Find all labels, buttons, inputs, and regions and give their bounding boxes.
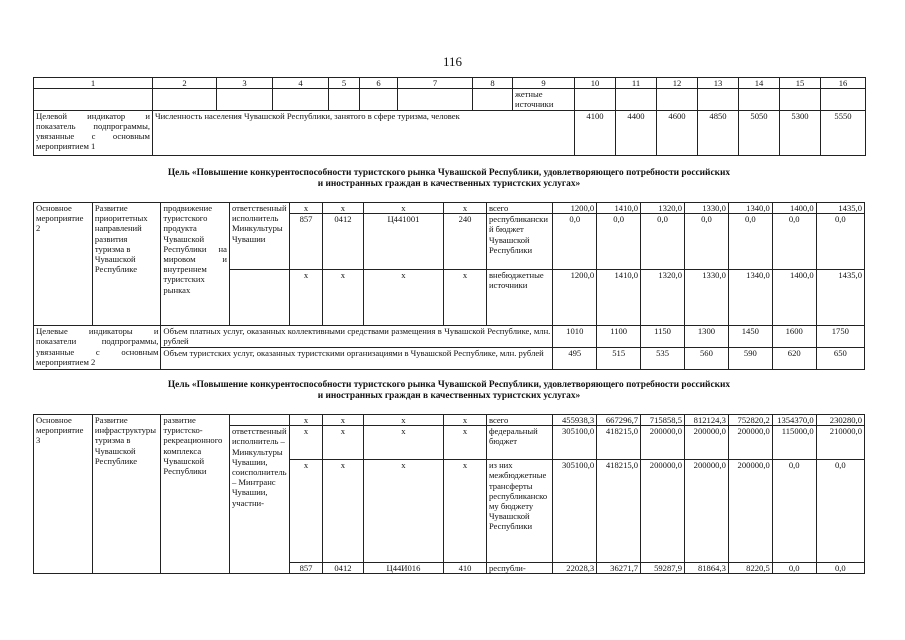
code-cell: x [363, 460, 443, 563]
value-cell: 1200,0 [553, 203, 597, 214]
code-cell: x [323, 426, 364, 460]
value-cell: 0,0 [728, 214, 772, 270]
code-cell: x [444, 460, 487, 563]
event-goal: развитие туристско-рекреационного комплекса Чувашской Республики [161, 415, 230, 574]
code-cell: 0412 [323, 214, 364, 270]
value-cell: 200000,0 [728, 426, 772, 460]
value-cell: 715858,5 [641, 415, 685, 426]
value-cell: 1435,0 [816, 270, 864, 326]
source-cell: республи- [486, 563, 552, 574]
value-cell: 752820,2 [728, 415, 772, 426]
value-cell: 5550 [821, 110, 866, 155]
event-title: Развитие инфраструктуры туризма в Чувашской Республике [92, 415, 161, 574]
header-cell: 6 [360, 78, 398, 89]
header-cell: 16 [821, 78, 866, 89]
value-cell: 200000,0 [641, 426, 685, 460]
value-cell: 5300 [780, 110, 821, 155]
value-cell: 200000,0 [685, 426, 729, 460]
value-cell: 1435,0 [816, 203, 864, 214]
value-cell: 1410,0 [597, 203, 641, 214]
code-cell: x [289, 415, 322, 426]
code-cell: x [289, 460, 322, 563]
event-name: Основное мероприятие 2 [34, 203, 93, 326]
code-cell: x [363, 203, 443, 214]
value-cell: 0,0 [816, 214, 864, 270]
event-executor: ответственный исполнитель – Минкультуры Чувашии, соисполнитель – Минтранс Чувашии, участни- [229, 426, 289, 574]
code-cell: x [363, 426, 443, 460]
value-cell: 1340,0 [728, 270, 772, 326]
value-cell: 0,0 [597, 214, 641, 270]
value-cell: 115000,0 [772, 426, 816, 460]
code-cell: Ц441001 [363, 214, 443, 270]
value-cell: 4850 [698, 110, 739, 155]
header-cell: 4 [273, 78, 329, 89]
page-number: 116 [442, 54, 463, 69]
value-cell: 5050 [739, 110, 780, 155]
goal-heading-1: Цель «Повышение конкурентоспособности туристского рынка Чувашской Республики, удовлетворяющего потребности российских и иностранных граждан в качественных туристских услугах» [167, 168, 731, 189]
value-cell: 1010 [553, 326, 597, 348]
code-cell: x [323, 203, 364, 214]
value-cell: 1750 [816, 326, 864, 348]
event-goal: продвижение туристского продукта Чувашской Республики на мировом и внутреннем туристских рынках [161, 203, 230, 326]
header-cell: 8 [473, 78, 513, 89]
value-cell: 1400,0 [772, 203, 816, 214]
header-cell: 1 [34, 78, 153, 89]
source-cell: внебюджетные источники [486, 270, 552, 326]
code-cell: 240 [444, 214, 487, 270]
header-cell: 11 [616, 78, 657, 89]
header-cell: 9 [513, 78, 575, 89]
value-cell: 1320,0 [641, 203, 685, 214]
value-cell: 1100 [597, 326, 641, 348]
event2-table [33, 202, 865, 370]
value-cell: 535 [641, 348, 685, 370]
value-cell: 0,0 [772, 563, 816, 574]
indicator-text: Численность населения Чувашской Республики, занятого в сфере туризма, человек [153, 110, 575, 155]
value-cell: 1300 [685, 326, 729, 348]
code-cell: x [323, 270, 364, 326]
value-cell: 230280,0 [816, 415, 864, 426]
value-cell: 495 [553, 348, 597, 370]
code-cell: 0412 [323, 563, 364, 574]
code-cell: x [444, 426, 487, 460]
source-cell: республиканский бюджет Чувашской Республики [486, 214, 552, 270]
code-cell: x [323, 415, 364, 426]
code-cell: x [289, 203, 322, 214]
code-cell: 857 [289, 563, 322, 574]
code-cell: Ц44И016 [363, 563, 443, 574]
value-cell: 1600 [772, 326, 816, 348]
value-cell: 0,0 [641, 214, 685, 270]
value-cell: 200000,0 [728, 460, 772, 563]
value-cell: 210000,0 [816, 426, 864, 460]
value-cell: 305100,0 [553, 460, 597, 563]
value-cell: 0,0 [772, 214, 816, 270]
header-cell: 14 [739, 78, 780, 89]
indicator-text: Объем платных услуг, оказанных коллективными средствами размещения в Чувашской Республике, млн. рублей [161, 326, 553, 348]
indicator-row [34, 110, 866, 155]
header-cell: 10 [575, 78, 616, 89]
code-cell: x [289, 270, 322, 326]
code-cell: x [363, 415, 443, 426]
source-cell: из них межбюджетные трансферты республиканскому бюджету Чувашской Республики [486, 460, 552, 563]
value-cell: 200000,0 [685, 460, 729, 563]
code-cell: 410 [444, 563, 487, 574]
code-cell: x [363, 270, 443, 326]
value-cell: 590 [728, 348, 772, 370]
value-cell: 1354370,0 [772, 415, 816, 426]
value-cell: 560 [685, 348, 729, 370]
value-cell: 1150 [641, 326, 685, 348]
event-executor: ответственный исполнитель Минкультуры Чувашии [229, 203, 289, 270]
header-cell: 5 [329, 78, 360, 89]
value-cell: 0,0 [816, 460, 864, 563]
value-cell: 1400,0 [772, 270, 816, 326]
value-cell: 1340,0 [728, 203, 772, 214]
value-cell: 4100 [575, 110, 616, 155]
value-cell: 1410,0 [597, 270, 641, 326]
indicators-label: Целевые индикаторы и показатели подпрограммы, увязанные с основным мероприятием 2 [34, 326, 161, 370]
code-cell: x [444, 415, 487, 426]
source-cell: жетные источники [513, 89, 575, 110]
value-cell: 1200,0 [553, 270, 597, 326]
value-cell: 305100,0 [553, 426, 597, 460]
goal-heading-2: Цель «Повышение конкурентоспособности туристского рынка Чувашской Республики, удовлетворяющего потребности российских и иностранных граждан в качественных туристских услугах» [167, 380, 731, 401]
continuation-row [34, 89, 866, 110]
value-cell: 418215,0 [597, 460, 641, 563]
column-number-row [34, 78, 866, 89]
header-cell: 15 [780, 78, 821, 89]
value-cell: 0,0 [816, 563, 864, 574]
value-cell: 59287,9 [641, 563, 685, 574]
source-cell: всего [486, 415, 552, 426]
source-cell: всего [486, 203, 552, 214]
value-cell: 418215,0 [597, 426, 641, 460]
value-cell: 200000,0 [641, 460, 685, 563]
header-cell: 13 [698, 78, 739, 89]
value-cell: 455938,3 [553, 415, 597, 426]
value-cell: 1330,0 [685, 270, 729, 326]
header-cell: 7 [398, 78, 473, 89]
value-cell: 4600 [657, 110, 698, 155]
indicator-label: Целевой индикатор и показатель подпрограммы, увязанные с основным мероприятием 1 [34, 110, 153, 155]
event-title: Развитие приоритетных направлений развития туризма в Чувашской Республике [92, 203, 161, 326]
value-cell: 22028,3 [553, 563, 597, 574]
value-cell: 0,0 [553, 214, 597, 270]
top-table [33, 77, 866, 156]
value-cell: 620 [772, 348, 816, 370]
value-cell: 667296,7 [597, 415, 641, 426]
header-cell: 3 [217, 78, 273, 89]
event-name: Основное мероприятие 3 [34, 415, 93, 574]
code-cell: 857 [289, 214, 322, 270]
value-cell: 0,0 [772, 460, 816, 563]
value-cell: 1320,0 [641, 270, 685, 326]
value-cell: 81864,3 [685, 563, 729, 574]
value-cell: 650 [816, 348, 864, 370]
value-cell: 515 [597, 348, 641, 370]
value-cell: 1330,0 [685, 203, 729, 214]
header-cell: 2 [153, 78, 217, 89]
code-cell: x [323, 460, 364, 563]
value-cell: 8220,5 [728, 563, 772, 574]
indicator-text: Объем туристских услуг, оказанных туристскими организациями в Чувашской Республике, млн. рублей [161, 348, 553, 370]
value-cell: 36271,7 [597, 563, 641, 574]
value-cell: 0,0 [685, 214, 729, 270]
header-cell: 12 [657, 78, 698, 89]
code-cell: x [289, 426, 322, 460]
value-cell: 1450 [728, 326, 772, 348]
value-cell: 4400 [616, 110, 657, 155]
value-cell: 812124,3 [685, 415, 729, 426]
code-cell: x [444, 203, 487, 214]
event3-table [33, 414, 865, 574]
source-cell: федеральный бюджет [486, 426, 552, 460]
code-cell: x [444, 270, 487, 326]
